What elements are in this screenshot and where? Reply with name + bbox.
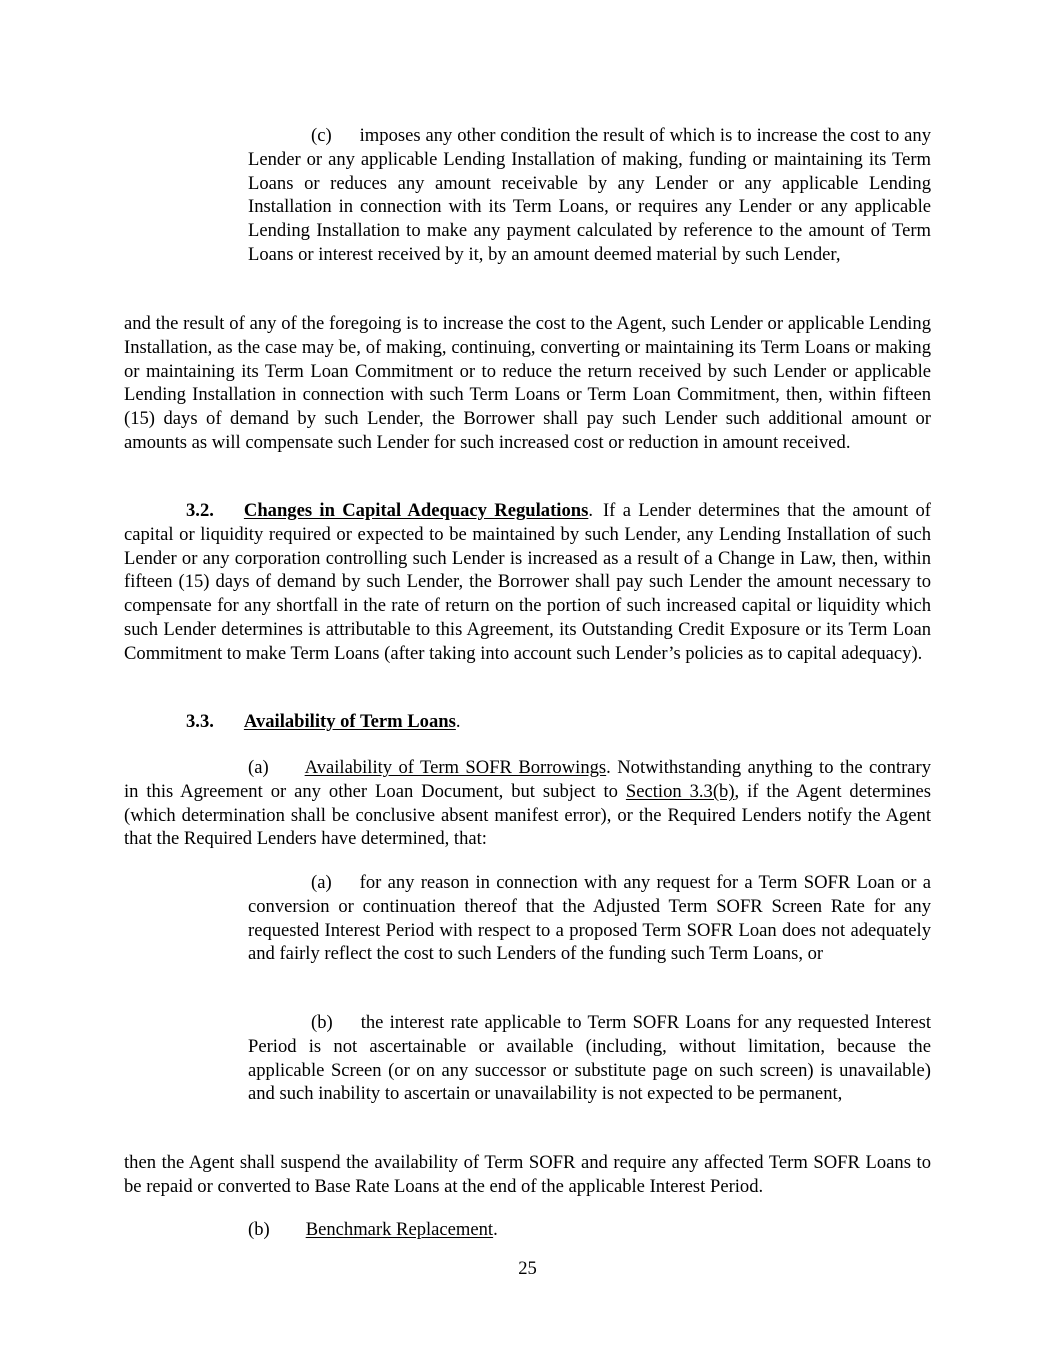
item-a-marker: (a) xyxy=(311,872,332,893)
page-number: 25 xyxy=(518,1258,537,1279)
item-a xyxy=(248,871,931,966)
section-3-2 xyxy=(124,499,931,666)
section-3-2-heading: Changes in Capital Adequacy Regulations xyxy=(243,500,589,521)
section-3-2-text: If a Lender determines that the amount of capital or liquidity required or expected to be maintained by such Lender, any Lending Installation of such Lender or any corporation controlling such Lender is increased as a result of a Change in Law, then, within fifteen (15) days of demand by such Lender, the Borrower shall pay such Lender the amount necessary to compensate for any shortfall in the rate of return on the portion of such increased capital or liquidity which such Lender determines is attributable to this Agreement, its Outstanding Credit Exposure or its Term Loan Commitment to make Term Loans (after taking into account such Lender’s policies as to capital adequacy). xyxy=(124,500,931,664)
continuation-paragraph: and the result of any of the foregoing is to increase the cost to the Agent, such Lender or applicable Lending Installation, as the case may be, of making, continuing, converting or maintaining its Term Loans or making or maintaining its Term Loan Commitment or to reduce the return received by such Lender or applicable Lending Installation in connection with such Term Loans or Term Loan Commitment, then, within fifteen (15) days of demand by such Lender, the Borrower shall pay such Lender such additional amount or amounts as will compensate such Lender for such increased cost or reduction in amount received. xyxy=(124,313,931,453)
section-3-2-heading-suffix: . xyxy=(588,500,593,521)
clause-c-text: imposes any other condition the result of which is to increase the cost to any Lender or any applicable Lending Installation of making, funding or maintaining its Term Loans or reduces any amount receivable by any Lender or any applicable Lending Installation in connection with its Term Loans, or requires any Lender or any applicable Lending Installation to make any payment calculated by reference to the amount of Term Loans or interest received by it, by an amount deemed material by such Lender, xyxy=(248,125,931,265)
clause-c xyxy=(248,124,931,267)
then-paragraph: then the Agent shall suspend the availability of Term SOFR and require any affected Term SOFR Loans to be repaid or converted to Base Rate Loans at the end of the applicable Interest Period. xyxy=(124,1152,931,1197)
subsection-b xyxy=(124,1218,931,1242)
section-3-3 xyxy=(124,710,931,734)
item-b-text: the interest rate applicable to Term SOFR Loans for any requested Interest Period is not ascertainable or available (including, without limitation, because the applicable Screen (or on any successor or substitute page on such screen) is unavailable) and such inability to ascertain or unavailability is not expected to be permanent, xyxy=(248,1012,931,1105)
subsection-a-text-after: , if the Agent determines (which determination shall be conclusive absent manifest error), or the Required Lenders notify the Agent that the Required Lenders have determined, that: xyxy=(124,780,931,850)
subsection-a-heading: Availability of Term SOFR Borrowings xyxy=(304,757,607,778)
subsection-b-heading: Benchmark Replacement xyxy=(305,1219,494,1240)
subsection-a xyxy=(124,756,931,851)
item-b xyxy=(248,1011,931,1106)
section-3-3-heading-suffix: . xyxy=(455,711,461,732)
section-3-3-number: 3.3. xyxy=(186,711,214,732)
item-b-marker: (b) xyxy=(311,1012,333,1033)
subsection-a-text-before: . Notwithstanding anything to the contrary in this Agreement or any other Loan Document, but subject to xyxy=(124,757,931,802)
section-3-2-number: 3.2. xyxy=(186,500,214,521)
subsection-b-marker: (b) xyxy=(248,1219,270,1240)
item-a-text: for any reason in connection with any request for a Term SOFR Loan or a conversion or continuation thereof that the Adjusted Term SOFR Screen Rate for any requested Interest Period with respect to a proposed Term SOFR Loan does not adequately and fairly reflect the cost to such Lenders of the funding such Term Loans, or xyxy=(248,872,931,965)
subsection-a-marker: (a) xyxy=(248,757,269,778)
clause-c-marker-text: (c) xyxy=(311,125,332,146)
section-3-3b-reference: Section 3.3(b) xyxy=(625,780,735,802)
subsection-b-heading-suffix: . xyxy=(493,1219,498,1240)
section-3-3-heading: Availability of Term Loans xyxy=(243,711,456,732)
